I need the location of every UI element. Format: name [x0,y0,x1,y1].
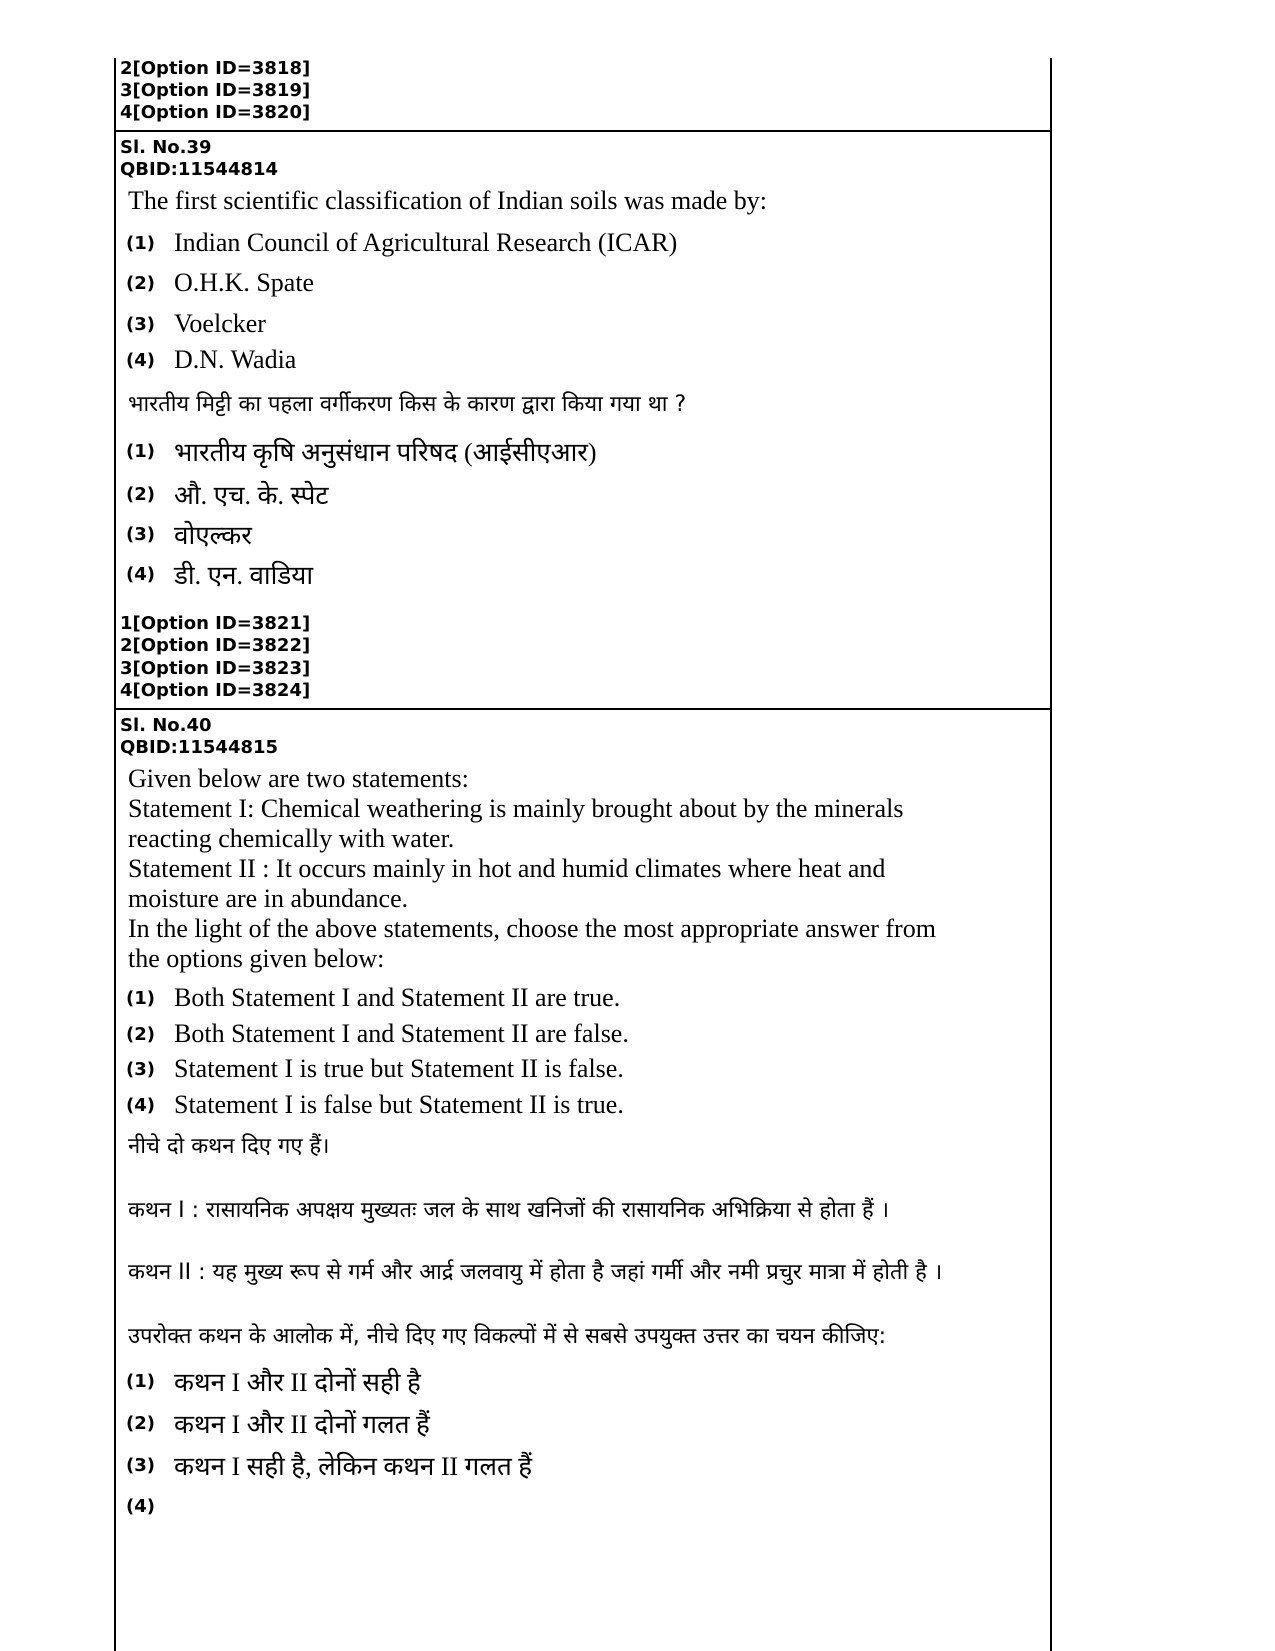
prev-option-id-2: 2[Option ID=3818] [120,58,311,79]
option-number: (1) [126,987,155,1009]
q40-hi-question: उपरोक्त कथन के आलोक में, नीचे दिए गए विकल्पों में से सबसे उपयुक्त उत्तर का चयन कीजिए: [128,1324,887,1349]
q40-stem-en-line-4: Statement II : It occurs mainly in hot and humid climates where heat and [128,854,886,883]
q40-serial-number: Sl. No.40 [120,715,212,736]
q39-serial-number: Sl. No.39 [120,137,212,158]
q39-option-en-3 [126,309,266,339]
option-text: भारतीय कृषि अनुसंधान परिषद (आईसीएआर) [174,438,597,467]
option-text: O.H.K. Spate [174,268,315,297]
option-number: (3) [126,313,155,335]
q40-stem-en-line-7: the options given below: [128,944,385,973]
q39-option-hi-3 [126,516,252,552]
q40-option-en-3 [126,1054,624,1084]
option-number: (4) [126,563,155,585]
option-number: (4) [126,1094,155,1116]
q39-option-en-4 [126,345,296,375]
section-divider [116,708,1050,710]
q40-option-en-2 [126,1019,629,1049]
option-number: (2) [126,483,155,505]
option-text: D.N. Wadia [174,345,297,374]
option-number: (4) [126,349,155,371]
option-text: Statement I is false but Statement II is true. [174,1090,624,1119]
q40-stem-en-line-5: moisture are in abundance. [128,884,409,913]
q40-stem-en-line-1: Given below are two statements: [128,764,469,793]
option-text: Both Statement I and Statement II are true. [174,983,621,1012]
q40-stem-en-line-2: Statement I: Chemical weathering is mainly brought about by the minerals [128,794,904,823]
q39-stem-en: The first scientific classification of Indian soils was made by: [128,186,767,215]
option-number: (4) [126,1495,155,1517]
q40-option-hi-1 [126,1363,421,1399]
option-number: (1) [126,1370,155,1392]
q40-hi-statement-2: कथन II : यह मुख्य रूप से गर्म और आर्द्र जलवायु में होता है जहां गर्मी और नमी प्रचुर मात्रा में होती है । [128,1260,943,1285]
option-text: औ. एच. के. स्पेट [174,481,329,510]
option-text: वोएल्कर [174,521,252,550]
q39-option-hi-1 [126,433,597,469]
option-text: Indian Council of Agricultural Research (ICAR) [174,228,678,257]
q40-option-en-1 [126,983,620,1013]
option-number: (3) [126,1454,155,1476]
q40-stem-en-line-6: In the light of the above statements, choose the most appropriate answer from [128,914,936,943]
q39-option-id-3: 3[Option ID=3823] [120,658,311,679]
option-number: (3) [126,523,155,545]
q39-option-en-1 [126,228,677,258]
q39-option-id-4: 4[Option ID=3824] [120,680,311,701]
option-text: डी. एन. वाडिया [174,561,314,590]
q40-option-hi-3 [126,1447,532,1483]
q40-option-hi-4 [126,1491,174,1521]
option-number: (3) [126,1058,155,1080]
question-frame [114,58,1052,1651]
q39-option-id-1: 1[Option ID=3821] [120,613,311,634]
option-number: (2) [126,1023,155,1045]
option-text: Voelcker [174,309,266,338]
q40-stem-en-line-3: reacting chemically with water. [128,824,455,853]
q39-stem-hi: भारतीय मिट्टी का पहला वर्गीकरण किस के कारण द्वारा किया गया था ? [128,392,687,417]
option-text: Statement I is true but Statement II is false. [174,1054,624,1083]
q39-qbid: QBID:11544814 [120,159,279,180]
option-number: (1) [126,232,155,254]
q39-option-en-2 [126,268,314,298]
q39-option-hi-2 [126,476,328,512]
option-number: (2) [126,272,155,294]
q40-option-hi-2 [126,1405,430,1441]
q40-option-en-4 [126,1090,624,1120]
q40-qbid: QBID:11544815 [120,737,279,758]
q39-option-id-2: 2[Option ID=3822] [120,635,311,656]
option-text: कथन I और II दोनों सही है [174,1368,421,1397]
option-text: कथन I सही है, लेकिन कथन II गलत हैं [174,1452,533,1481]
q40-hi-statement-1: कथन I : रासायनिक अपक्षय मुख्यतः जल के साथ खनिजों की रासायनिक अभिक्रिया से होता हैं । [128,1198,890,1223]
option-text: कथन I और II दोनों गलत हैं [174,1410,430,1439]
section-divider [116,130,1050,132]
prev-option-id-3: 3[Option ID=3819] [120,80,311,101]
option-text: Both Statement I and Statement II are false. [174,1019,629,1048]
q39-option-hi-4 [126,556,313,592]
prev-option-id-4: 4[Option ID=3820] [120,102,311,123]
option-number: (1) [126,440,155,462]
q40-hi-intro: नीचे दो कथन दिए गए हैं। [128,1134,330,1159]
option-number: (2) [126,1412,155,1434]
